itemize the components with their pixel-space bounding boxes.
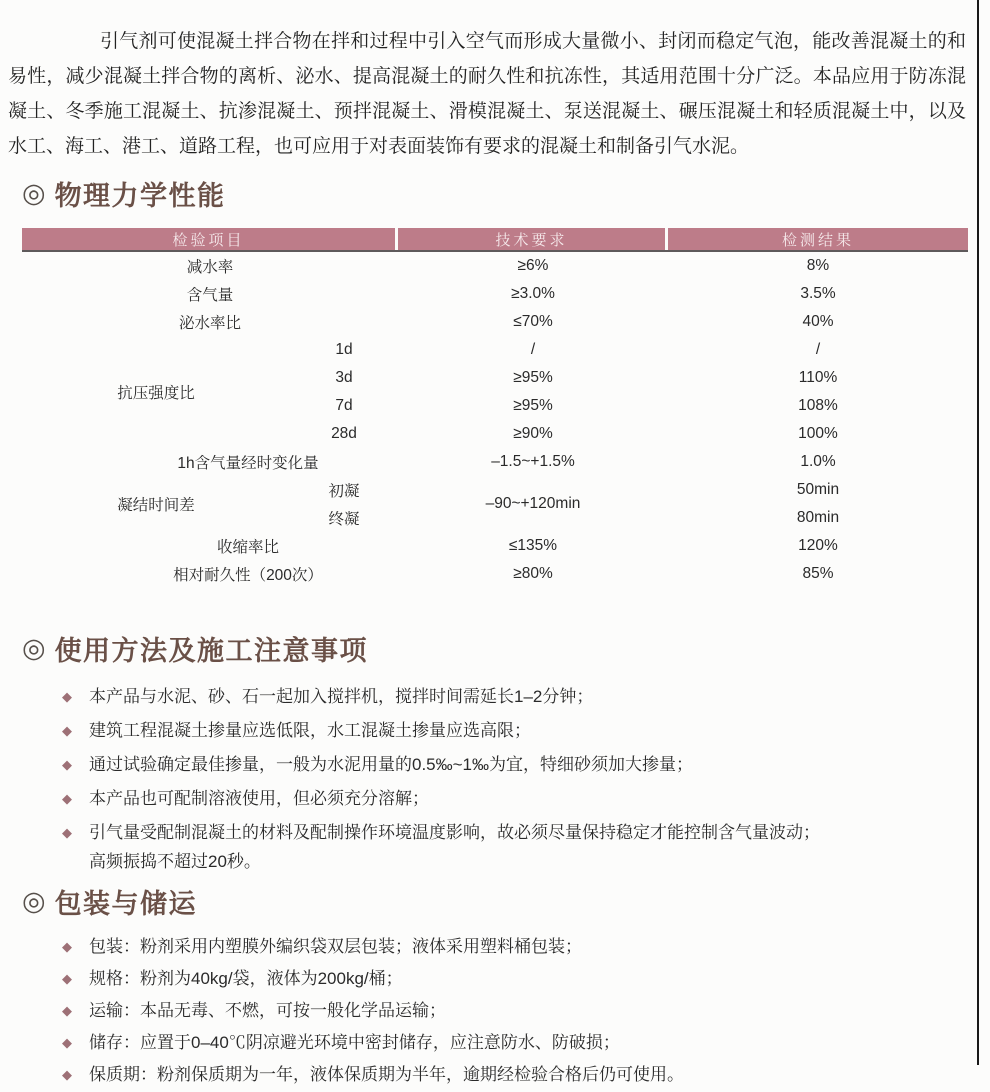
list-item-partially-cropped	[62, 1060, 967, 1089]
result-value: 108%	[798, 397, 838, 414]
item-cell: 1h含气量经时变化量	[177, 455, 319, 472]
item-cell: 泌水率比	[178, 315, 241, 332]
age-label: 3d	[335, 369, 353, 386]
result-value: 80min	[796, 509, 840, 526]
list-item	[62, 750, 967, 779]
requirement-cell	[398, 336, 668, 448]
result-cell: 3.5%	[800, 285, 836, 302]
table-row	[22, 448, 968, 476]
group-sub-labels	[290, 336, 398, 448]
section-marker-icon: ◎	[22, 633, 46, 663]
table-header-result: 检测结果	[668, 228, 968, 250]
result-cell: 1.0%	[800, 453, 836, 470]
diamond-bullet-icon: ◆	[62, 971, 72, 986]
list-item	[62, 716, 967, 745]
section-title-physical-properties	[22, 174, 226, 213]
table-row	[22, 308, 968, 336]
group-label: 抗压强度比	[117, 385, 195, 402]
diamond-bullet-icon: ◆	[62, 939, 72, 954]
diamond-bullet-icon: ◆	[62, 689, 72, 704]
list-item	[62, 682, 967, 711]
table-header-item: 检验项目	[22, 228, 398, 250]
requirement-cell: ≥3.0%	[511, 285, 555, 302]
properties-table	[22, 228, 968, 588]
requirement-value: ≥95%	[513, 369, 553, 386]
bullet-text: 运输：本品无毒、不燃，可按一般化学品运输；	[89, 1001, 446, 1020]
table-row-group-strength	[22, 336, 968, 448]
phase-label: 初凝	[328, 483, 360, 500]
diamond-bullet-icon: ◆	[62, 723, 72, 738]
phase-label: 终凝	[328, 511, 360, 528]
section-title-text: 包装与储运	[54, 889, 198, 919]
result-value: 110%	[798, 369, 838, 386]
requirement-cell: ≥80%	[513, 565, 553, 582]
requirement-value: ≥95%	[513, 397, 553, 414]
age-label: 28d	[331, 425, 357, 442]
result-cell	[668, 336, 968, 448]
result-cell: 120%	[798, 537, 838, 554]
table-row	[22, 560, 968, 588]
bullet-text: 包装：粉剂采用内塑膜外编织袋双层包装；液体采用塑料桶包装；	[89, 937, 582, 956]
result-cell: 85%	[802, 565, 834, 582]
result-value: 100%	[798, 425, 838, 442]
requirement-cell: –90~+120min	[485, 495, 581, 512]
diamond-bullet-icon: ◆	[62, 757, 72, 772]
section-marker-icon: ◎	[22, 178, 46, 208]
table-header-requirement: 技术要求	[398, 228, 668, 250]
section-title-text: 物理力学性能	[54, 181, 226, 211]
item-cell	[22, 476, 398, 532]
bullet-text: 引气量受配制混凝土的材料及配制操作环境温度影响，故必须尽量保持稳定才能控制含气量波动；高频振捣不超过20秒。	[89, 823, 820, 871]
item-cell: 减水率	[186, 259, 234, 276]
requirement-value: /	[530, 341, 536, 358]
list-item	[62, 996, 967, 1025]
requirement-cell: ≥6%	[517, 257, 549, 274]
table-row	[22, 532, 968, 560]
diamond-bullet-icon: ◆	[62, 1003, 72, 1018]
usage-notes-list	[62, 682, 967, 881]
item-cell	[22, 336, 398, 448]
bullet-text: 储存：应置于0–40℃阴凉避光环境中密封储存，应注意防水、防破损；	[89, 1033, 620, 1052]
result-cell	[668, 476, 968, 532]
section-marker-icon: ◎	[22, 886, 46, 916]
item-cell: 收缩率比	[216, 539, 279, 556]
table-header-row	[22, 228, 968, 252]
result-value: 50min	[796, 481, 840, 498]
section-title-packaging-storage	[22, 882, 197, 921]
bullet-text: 规格：粉剂为40kg/袋，液体为200kg/桶；	[89, 969, 403, 988]
section-title-usage-notes	[22, 629, 368, 668]
diamond-bullet-icon: ◆	[62, 825, 72, 840]
result-value: /	[815, 341, 821, 358]
bullet-text: 本产品也可配制溶液使用，但必须充分溶解；	[89, 789, 429, 808]
bullet-text: 通过试验确定最佳掺量，一般为水泥用量的0.5‰~1‰为宜，特细砂须加大掺量；	[89, 755, 694, 774]
list-item	[62, 932, 967, 961]
result-cell: 8%	[806, 257, 830, 274]
item-cell: 含气量	[186, 287, 234, 304]
diamond-bullet-icon: ◆	[62, 791, 72, 806]
list-item	[62, 818, 967, 876]
diamond-bullet-icon: ◆	[62, 1067, 72, 1082]
table-row	[22, 280, 968, 308]
age-label: 7d	[335, 397, 353, 414]
scan-edge-line	[977, 0, 979, 1065]
age-label: 1d	[335, 341, 353, 358]
group-sub-labels	[290, 476, 398, 532]
list-item	[62, 964, 967, 993]
packaging-storage-list	[62, 932, 967, 1092]
item-cell: 相对耐久性（200次）	[173, 567, 323, 584]
requirement-value: ≥90%	[513, 425, 553, 442]
section-title-text: 使用方法及施工注意事项	[54, 636, 369, 666]
intro-paragraph: 引气剂可使混凝土拌合物在拌和过程中引入空气而形成大量微小、封闭而稳定气泡，能改善混凝土的和易性，减少混凝土拌合物的离析、泌水、提高混凝土的耐久性和抗冻性，其适用范围十分广泛。本品应用于防冻混凝土、冬季施工混凝土、抗渗混凝土、预拌混凝土、滑模混凝土、泵送混凝土、碾压混凝土和轻质混凝土中，以及水工、海工、港工、道路工程，也可应用于对表面装饰有要求的混凝土和制备引气水泥。	[8, 31, 966, 157]
list-item	[62, 784, 967, 813]
bullet-text: 本产品与水泥、砂、石一起加入搅拌机，搅拌时间需延长1–2分钟；	[89, 687, 594, 706]
bullet-text: 保质期：粉剂保质期为一年，液体保质期为半年，逾期经检验合格后仍可使用。	[89, 1065, 684, 1084]
table-row	[22, 252, 968, 280]
requirement-cell: ≤70%	[513, 313, 553, 330]
bullet-text: 建筑工程混凝土掺量应选低限，水工混凝土掺量应选高限；	[89, 721, 531, 740]
requirement-cell: ≤135%	[508, 537, 558, 554]
diamond-bullet-icon: ◆	[62, 1035, 72, 1050]
group-label: 凝结时间差	[117, 497, 195, 514]
requirement-cell: –1.5~+1.5%	[491, 453, 575, 470]
result-cell: 40%	[802, 313, 834, 330]
table-row-group-setting	[22, 476, 968, 532]
list-item	[62, 1028, 967, 1057]
